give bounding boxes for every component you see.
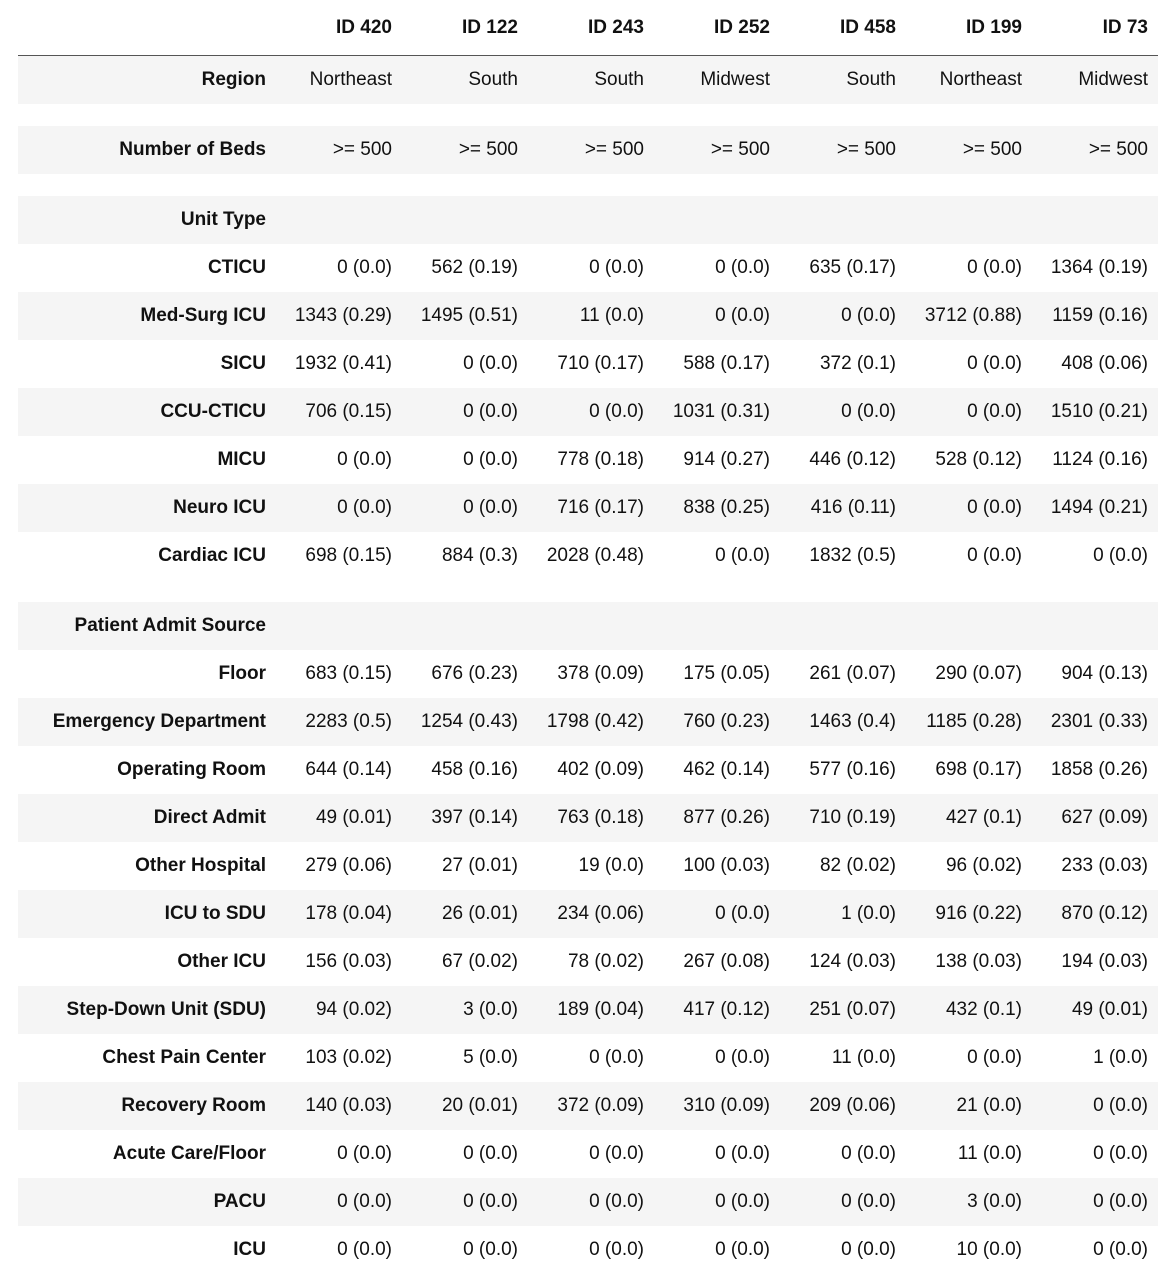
table-cell: 96 (0.02) <box>945 855 1022 876</box>
table-cell: 209 (0.06) <box>780 1082 906 1130</box>
table-cell: 0 (0.0) <box>337 1143 392 1164</box>
table-cell: 635 (0.17) <box>809 257 896 278</box>
table-row <box>18 746 1158 794</box>
table-cell: 0 (0.0) <box>402 484 528 532</box>
spacer-cell <box>528 104 654 126</box>
unit-type-section-row <box>18 196 1158 244</box>
table-cell: 178 (0.04) <box>276 890 402 938</box>
table-cell: 2028 (0.48) <box>546 545 644 566</box>
table-row <box>18 794 1158 842</box>
table-cell: 49 (0.01) <box>1032 986 1158 1034</box>
row-label: MICU <box>217 449 266 470</box>
spacer-cell <box>1032 104 1158 126</box>
table-cell: 884 (0.3) <box>441 545 518 566</box>
table-cell: 0 (0.0) <box>967 1047 1022 1068</box>
table-cell: 397 (0.14) <box>402 794 528 842</box>
table-cell: 914 (0.27) <box>683 449 770 470</box>
region-row <box>18 56 1158 105</box>
table-cell: 1510 (0.21) <box>1032 388 1158 436</box>
row-label: SICU <box>220 353 266 374</box>
table-cell: 49 (0.01) <box>276 794 402 842</box>
table-cell: 20 (0.01) <box>402 1082 528 1130</box>
table-cell: 290 (0.07) <box>935 663 1022 684</box>
table-row <box>18 1226 1158 1274</box>
table-cell: 0 (0.0) <box>715 1047 770 1068</box>
table-cell: 0 (0.0) <box>654 292 780 340</box>
table-row <box>18 484 1158 532</box>
table-cell: 0 (0.0) <box>906 484 1032 532</box>
table-cell: 251 (0.07) <box>780 986 906 1034</box>
table-cell: 279 (0.06) <box>305 855 392 876</box>
table-row <box>18 388 1158 436</box>
table-row <box>18 244 1158 292</box>
table-cell: 194 (0.03) <box>1061 951 1148 972</box>
table-cell: 1 (0.0) <box>1093 1047 1148 1068</box>
spacer-cell <box>18 174 276 196</box>
table-cell: 10 (0.0) <box>956 1239 1022 1260</box>
table-cell: 1463 (0.4) <box>780 698 906 746</box>
row-label: Recovery Room <box>18 1082 276 1130</box>
spacer-cell <box>906 174 1032 196</box>
table-cell: 1832 (0.5) <box>809 545 896 566</box>
column-header: ID 458 <box>780 0 906 56</box>
table-cell: 0 (0.0) <box>463 353 518 374</box>
table-cell: 0 (0.0) <box>967 257 1022 278</box>
table-cell: 0 (0.0) <box>967 353 1022 374</box>
table-cell: 408 (0.06) <box>1061 353 1148 374</box>
row-label: Med-Surg ICU <box>18 292 276 340</box>
table-row <box>18 938 1158 986</box>
table-cell: 0 (0.0) <box>967 545 1022 566</box>
empty-cell <box>654 602 780 650</box>
table-header <box>18 0 1158 56</box>
section-label: Unit Type <box>18 196 276 244</box>
table-row <box>18 1082 1158 1130</box>
row-label: Floor <box>218 663 266 684</box>
section-label: Patient Admit Source <box>18 602 276 650</box>
table-cell: 1364 (0.19) <box>1050 257 1148 278</box>
table-cell: 11 (0.0) <box>957 1143 1022 1164</box>
spacer-cell <box>18 104 276 126</box>
table-row <box>18 532 1158 580</box>
empty-cell <box>276 602 402 650</box>
table-cell: 1031 (0.31) <box>654 388 780 436</box>
empty-cell <box>906 196 1032 244</box>
table-cell: >= 500 <box>276 126 402 174</box>
row-label: Operating Room <box>117 759 266 780</box>
table-cell: 372 (0.1) <box>819 353 896 374</box>
table-cell: 644 (0.14) <box>305 759 392 780</box>
spacer-cell <box>402 174 528 196</box>
spacer-cell <box>654 174 780 196</box>
row-label: Direct Admit <box>18 794 276 842</box>
table-cell: 0 (0.0) <box>589 1047 644 1068</box>
table-cell: 0 (0.0) <box>402 388 528 436</box>
column-header: ID 122 <box>402 0 528 56</box>
table-cell: 1494 (0.21) <box>1032 484 1158 532</box>
table-cell: >= 500 <box>402 126 528 174</box>
table-cell: 0 (0.0) <box>337 449 392 470</box>
table-row <box>18 436 1158 484</box>
spacer-cell <box>18 580 276 602</box>
table-cell: 706 (0.15) <box>276 388 402 436</box>
table-cell: Northeast <box>276 56 402 105</box>
spacer-cell <box>402 580 528 602</box>
table-cell: South <box>780 56 906 105</box>
table-cell: 0 (0.0) <box>780 292 906 340</box>
table-cell: >= 500 <box>780 126 906 174</box>
empty-cell <box>780 602 906 650</box>
table-cell: 0 (0.0) <box>463 449 518 470</box>
table-cell: 11 (0.0) <box>831 1047 896 1068</box>
table-cell: 310 (0.09) <box>654 1082 780 1130</box>
table-cell: 0 (0.0) <box>528 1178 654 1226</box>
empty-cell <box>528 602 654 650</box>
table-cell: 916 (0.22) <box>906 890 1032 938</box>
spacer-cell <box>1032 580 1158 602</box>
spacer-cell <box>906 104 1032 126</box>
column-header: ID 73 <box>1032 0 1158 56</box>
table-cell: 2283 (0.5) <box>276 698 402 746</box>
table-cell: 372 (0.09) <box>528 1082 654 1130</box>
spacer-cell <box>780 104 906 126</box>
column-header: ID 420 <box>276 0 402 56</box>
empty-cell <box>402 196 528 244</box>
row-label: Region <box>18 56 276 105</box>
table-cell: 0 (0.0) <box>780 1178 906 1226</box>
table-row <box>18 890 1158 938</box>
spacer-cell <box>276 580 402 602</box>
table-cell: 0 (0.0) <box>402 1178 528 1226</box>
admit-source-section-row <box>18 602 1158 650</box>
table-cell: 446 (0.12) <box>809 449 896 470</box>
spacer-row <box>18 580 1158 602</box>
table-cell: 0 (0.0) <box>1093 545 1148 566</box>
table-cell: >= 500 <box>654 126 780 174</box>
row-label: Other Hospital <box>135 855 266 876</box>
empty-cell <box>402 602 528 650</box>
table-cell: 2301 (0.33) <box>1032 698 1158 746</box>
table-cell: 0 (0.0) <box>589 1239 644 1260</box>
table-cell: 94 (0.02) <box>276 986 402 1034</box>
beds-row <box>18 126 1158 174</box>
table-cell: 417 (0.12) <box>654 986 780 1034</box>
table-cell: 0 (0.0) <box>841 1143 896 1164</box>
table-cell: 267 (0.08) <box>683 951 770 972</box>
table-cell: 1495 (0.51) <box>402 292 528 340</box>
table-cell: 698 (0.17) <box>935 759 1022 780</box>
table-cell: Northeast <box>906 56 1032 105</box>
header-corner <box>18 0 276 56</box>
empty-cell <box>906 602 1032 650</box>
table-cell: South <box>528 56 654 105</box>
table-cell: 175 (0.05) <box>683 663 770 684</box>
table-cell: 760 (0.23) <box>654 698 780 746</box>
table-cell: 0 (0.0) <box>276 484 402 532</box>
table-cell: 0 (0.0) <box>654 1178 780 1226</box>
table-cell: 877 (0.26) <box>654 794 780 842</box>
table-cell: 1932 (0.41) <box>294 353 392 374</box>
table-cell: 261 (0.07) <box>809 663 896 684</box>
table-cell: 1858 (0.26) <box>1050 759 1148 780</box>
table-cell: 0 (0.0) <box>1093 1239 1148 1260</box>
table-cell: 627 (0.09) <box>1032 794 1158 842</box>
table-cell: 0 (0.0) <box>780 388 906 436</box>
table-cell: 0 (0.0) <box>463 1239 518 1260</box>
spacer-row <box>18 104 1158 126</box>
table-row <box>18 292 1158 340</box>
table-cell: 0 (0.0) <box>715 257 770 278</box>
spacer-cell <box>402 104 528 126</box>
table-cell: 0 (0.0) <box>337 1239 392 1260</box>
table-cell: 0 (0.0) <box>715 545 770 566</box>
row-label: Number of Beds <box>18 126 276 174</box>
table-cell: 78 (0.02) <box>567 951 644 972</box>
table-row <box>18 1178 1158 1226</box>
table-cell: 11 (0.0) <box>528 292 654 340</box>
table-cell: >= 500 <box>528 126 654 174</box>
row-label: Emergency Department <box>18 698 276 746</box>
table-cell: 0 (0.0) <box>589 257 644 278</box>
table-cell: 0 (0.0) <box>463 1143 518 1164</box>
row-label: ICU to SDU <box>18 890 276 938</box>
hospital-comparison-table <box>18 0 1158 1274</box>
table-cell: 0 (0.0) <box>841 1239 896 1260</box>
table-cell: 402 (0.09) <box>557 759 644 780</box>
table-cell: 710 (0.19) <box>780 794 906 842</box>
table-cell: 3 (0.0) <box>402 986 528 1034</box>
row-label: Other ICU <box>177 951 266 972</box>
row-label: CTICU <box>207 257 266 278</box>
table-cell: 378 (0.09) <box>557 663 644 684</box>
table-row <box>18 986 1158 1034</box>
table-cell: 27 (0.01) <box>441 855 518 876</box>
column-header: ID 199 <box>906 0 1032 56</box>
table-cell: 427 (0.1) <box>906 794 1032 842</box>
table-cell: 698 (0.15) <box>305 545 392 566</box>
table-row <box>18 1034 1158 1082</box>
table-cell: 432 (0.1) <box>906 986 1032 1034</box>
table-cell: South <box>402 56 528 105</box>
column-header: ID 243 <box>528 0 654 56</box>
hospital-comparison-table-wrapper <box>18 0 1158 1274</box>
table-cell: 233 (0.03) <box>1061 855 1148 876</box>
table-cell: >= 500 <box>906 126 1032 174</box>
table-cell: 778 (0.18) <box>557 449 644 470</box>
table-cell: 0 (0.0) <box>1093 1143 1148 1164</box>
table-cell: 67 (0.02) <box>441 951 518 972</box>
table-cell: 0 (0.0) <box>528 388 654 436</box>
table-cell: 683 (0.15) <box>305 663 392 684</box>
table-cell: 458 (0.16) <box>431 759 518 780</box>
row-label: Chest Pain Center <box>102 1047 266 1068</box>
empty-cell <box>1032 602 1158 650</box>
table-cell: 234 (0.06) <box>528 890 654 938</box>
table-cell: 1254 (0.43) <box>402 698 528 746</box>
table-cell: 138 (0.03) <box>935 951 1022 972</box>
table-cell: 1798 (0.42) <box>528 698 654 746</box>
spacer-cell <box>780 580 906 602</box>
table-cell: 82 (0.02) <box>819 855 896 876</box>
table-cell: Midwest <box>1032 56 1158 105</box>
table-cell: 0 (0.0) <box>715 1239 770 1260</box>
spacer-cell <box>780 174 906 196</box>
table-cell: 676 (0.23) <box>431 663 518 684</box>
spacer-cell <box>654 580 780 602</box>
table-cell: 904 (0.13) <box>1061 663 1148 684</box>
table-cell: 0 (0.0) <box>337 257 392 278</box>
row-label: CCU-CTICU <box>18 388 276 436</box>
spacer-cell <box>528 174 654 196</box>
table-cell: 1159 (0.16) <box>1032 292 1158 340</box>
header-row <box>18 0 1158 56</box>
row-label: Cardiac ICU <box>158 545 266 566</box>
table-cell: 1343 (0.29) <box>276 292 402 340</box>
table-cell: 416 (0.11) <box>780 484 906 532</box>
table-row <box>18 842 1158 890</box>
table-cell: 0 (0.0) <box>589 1143 644 1164</box>
table-cell: 124 (0.03) <box>809 951 896 972</box>
spacer-cell <box>906 580 1032 602</box>
row-label: ICU <box>233 1239 266 1260</box>
table-cell: 3712 (0.88) <box>906 292 1032 340</box>
row-label: Neuro ICU <box>18 484 276 532</box>
table-body <box>18 56 1158 1275</box>
spacer-cell <box>276 174 402 196</box>
table-cell: 1124 (0.16) <box>1052 449 1148 470</box>
table-cell: 103 (0.02) <box>305 1047 392 1068</box>
table-cell: 140 (0.03) <box>276 1082 402 1130</box>
row-label: Step-Down Unit (SDU) <box>18 986 276 1034</box>
spacer-cell <box>276 104 402 126</box>
table-cell: 0 (0.0) <box>715 1143 770 1164</box>
table-cell: 156 (0.03) <box>305 951 392 972</box>
table-cell: 1185 (0.28) <box>906 698 1032 746</box>
table-cell: 577 (0.16) <box>809 759 896 780</box>
spacer-cell <box>654 104 780 126</box>
spacer-cell <box>528 580 654 602</box>
table-cell: 0 (0.0) <box>276 1178 402 1226</box>
table-cell: 0 (0.0) <box>1032 1178 1158 1226</box>
empty-cell <box>1032 196 1158 244</box>
table-cell: 0 (0.0) <box>906 388 1032 436</box>
row-label: Acute Care/Floor <box>112 1143 266 1164</box>
spacer-cell <box>1032 174 1158 196</box>
table-cell: 5 (0.0) <box>463 1047 518 1068</box>
table-cell: 189 (0.04) <box>528 986 654 1034</box>
table-cell: >= 500 <box>1032 126 1158 174</box>
table-cell: 100 (0.03) <box>683 855 770 876</box>
row-label: PACU <box>18 1178 276 1226</box>
empty-cell <box>780 196 906 244</box>
table-cell: 26 (0.01) <box>402 890 528 938</box>
empty-cell <box>528 196 654 244</box>
empty-cell <box>276 196 402 244</box>
table-cell: 562 (0.19) <box>431 257 518 278</box>
table-cell: 838 (0.25) <box>654 484 780 532</box>
table-cell: 21 (0.0) <box>906 1082 1032 1130</box>
table-row <box>18 1130 1158 1178</box>
table-cell: 588 (0.17) <box>683 353 770 374</box>
table-cell: 870 (0.12) <box>1032 890 1158 938</box>
spacer-row <box>18 174 1158 196</box>
table-cell: 710 (0.17) <box>557 353 644 374</box>
table-cell: 3 (0.0) <box>906 1178 1032 1226</box>
table-row <box>18 650 1158 698</box>
table-cell: Midwest <box>654 56 780 105</box>
table-cell: 19 (0.0) <box>578 855 644 876</box>
table-cell: 763 (0.18) <box>528 794 654 842</box>
table-cell: 716 (0.17) <box>528 484 654 532</box>
table-cell: 1 (0.0) <box>780 890 906 938</box>
table-row <box>18 340 1158 388</box>
empty-cell <box>654 196 780 244</box>
table-row <box>18 698 1158 746</box>
table-cell: 528 (0.12) <box>935 449 1022 470</box>
column-header: ID 252 <box>654 0 780 56</box>
table-cell: 0 (0.0) <box>1032 1082 1158 1130</box>
table-cell: 462 (0.14) <box>683 759 770 780</box>
table-cell: 0 (0.0) <box>654 890 780 938</box>
